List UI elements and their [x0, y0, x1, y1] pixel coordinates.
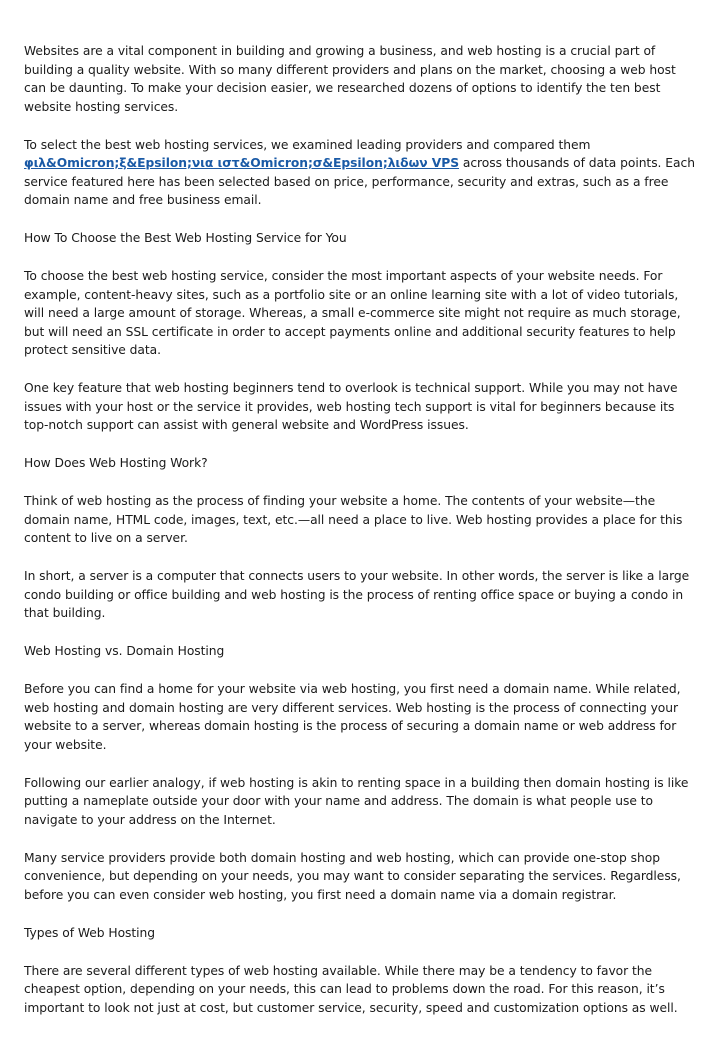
section-heading-web-vs-domain: Web Hosting vs. Domain Hosting: [24, 644, 225, 658]
paragraph-nameplate-analogy: Following our earlier analogy, if web hosting is akin to renting space in a building then domain hosting is like putting a nameplate outside your door with your name and address. The domain is what people use to navigate to your address on the Internet.: [24, 775, 689, 827]
section-heading-how-it-works: How Does Web Hosting Work?: [24, 456, 208, 470]
paragraph-selection-criteria: [24, 136, 696, 210]
paragraph-hosting-types: There are several different types of web hosting available. While there may be a tendency to favor the cheapest option, depending on your needs, this can lead to problems down the road. For this reason, it’s important to look not just at cost, but customer service, security, speed and customization options as well.: [24, 963, 678, 1015]
paragraph-technical-support: One key feature that web hosting beginners tend to overlook is technical support. While you may not have issues with your host or the service it provides, web hosting tech support is vital for beginners because its top-notch support can assist with general website and WordPress issues.: [24, 381, 678, 432]
paragraph-storage-needs: To choose the best web hosting service, consider the most important aspects of your website needs. For example, content-heavy sites, such as a portfolio site or an online learning site with a lot of video tutorials, will need a large amount of storage. Whereas, a small e-commerce site might not require as much storage, but will need an SSL certificate in order to accept payments online and additional security features to help protect sensitive data.: [24, 269, 681, 357]
paragraph-website-home: Think of web hosting as the process of finding your website a home. The contents of your website—the domain name, HTML code, images, text, etc.—all need a place to live. Web hosting provides a place for this content to live on a server.: [24, 494, 683, 545]
paragraph-text-before-link: To select the best web hosting services, we examined leading providers and compared them: [24, 137, 591, 152]
paragraph-domain-name: Before you can find a home for your website via web hosting, you first need a domain name. While related, web hosting and domain hosting are very different services. Web hosting is the process of connecting your website to a server, whereas domain hosting is the process of securing a domain name or web address for your website.: [24, 682, 681, 752]
section-heading-types: Types of Web Hosting: [24, 925, 156, 940]
section-heading-how-to-choose: How To Choose the Best Web Hosting Service for You: [24, 231, 347, 245]
document-body: [24, 42, 696, 1037]
paragraph-service-providers: Many service providers provide both domain hosting and web hosting, which can provide one-stop shop convenience, but depending on your needs, you may want to consider separating the services. Regardless, before you can even consider web hosting, you first need a domain name via a domain registrar.: [24, 850, 681, 902]
paragraph-intro: Websites are a vital component in building and growing a business, and web hosting is a crucial part of building a quality website. With so many different providers and plans on the market, choosing a web host can be daunting. To make your decision easier, we researched dozens of options to identify the ten best website hosting services.: [24, 44, 676, 114]
vps-hosting-link[interactable]: φιλ&Omicron;ξ&Epsilon;νια ιστ&Omicron;σ&Epsilon;λιδων VPS: [24, 156, 459, 170]
paragraph-server-analogy: In short, a server is a computer that connects users to your website. In other words, the server is like a large condo building or office building and web hosting is the process of renting office space or buying a condo in that building.: [24, 569, 690, 620]
paragraph-text-after-link: across thousands of data points. Each service featured here has been selected based on price, performance, security and extras, such as a free domain name and free business email.: [24, 156, 695, 207]
